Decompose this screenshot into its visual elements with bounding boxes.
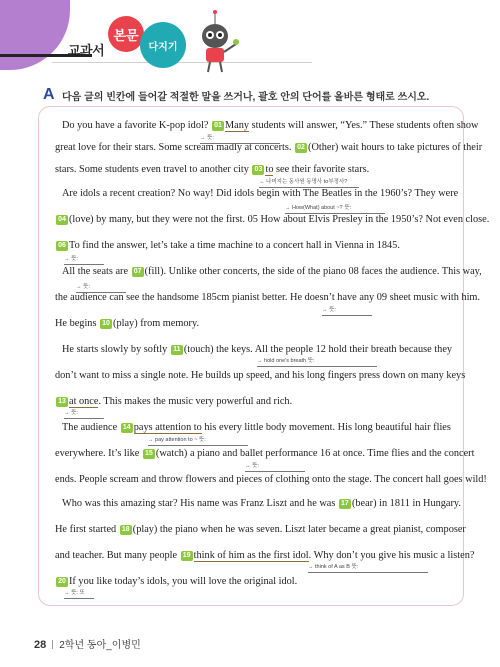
question-number: 01 xyxy=(212,121,224,131)
line-text: (bear) in 1811 in Hungary. xyxy=(351,498,461,509)
badge-practice: 다지기 xyxy=(140,22,186,68)
line-text: (fill). Unlike other concerts, the side of the piano 08 faces the audience. This way, xyxy=(144,266,482,277)
passage-line xyxy=(62,120,478,132)
question-number: 18 xyxy=(120,525,132,535)
passage-line xyxy=(55,474,487,486)
line-text: All the seats are xyxy=(62,266,131,277)
line-text: He begins xyxy=(55,318,100,329)
line-text: (Other) wait hours to take pictures of their xyxy=(308,142,483,153)
question-number: 10 xyxy=(100,319,112,329)
line-text: students will answer, “Yes.” These students often show xyxy=(249,120,479,131)
line-text: Who was this amazing star? His name was Franz Liszt and he was xyxy=(62,498,338,509)
answer-blank[interactable]: → 뜻: xyxy=(322,306,372,316)
passage-line xyxy=(62,422,451,434)
question-number: 17 xyxy=(339,499,351,509)
book-label: 교과서 xyxy=(68,43,105,58)
line-text: and teacher. But many people xyxy=(55,550,180,561)
underlined-phrase: at once xyxy=(69,396,99,407)
section-instruction: 다음 글의 빈칸에 들어갈 적절한 말을 쓰거나, 괄호 안의 단어를 올바른 형태로 쓰시오. xyxy=(62,92,430,103)
line-text: He starts slowly by softly xyxy=(62,344,170,355)
header-rule xyxy=(52,62,312,63)
question-number: 06 xyxy=(56,241,68,251)
line-text: The audience xyxy=(62,422,120,433)
line-text: (love) by many, but they were not the first. 05 How about Elvis Presley in the 1950’s? Not even close. xyxy=(69,214,490,225)
question-number: 15 xyxy=(143,449,155,459)
underlined-phrase: think of him as the first idol xyxy=(193,550,309,561)
underlined-phrase: Many xyxy=(224,120,250,131)
passage-line xyxy=(55,396,292,408)
line-text: don’t want to miss a single note. He builds up speed, and his long fingers press down on many keys xyxy=(55,370,466,381)
question-number: 19 xyxy=(181,551,193,561)
passage-line xyxy=(62,498,461,510)
passage-line xyxy=(55,240,400,252)
line-text: . Why don’t you give his music a listen? xyxy=(308,550,475,561)
line-text: (play) the piano when he was seven. Liszt later became a great pianist, composer xyxy=(132,524,466,535)
passage-line xyxy=(55,524,466,536)
question-number: 04 xyxy=(56,215,68,225)
line-text: If you like today’s idols, you will love the original idol. xyxy=(69,576,298,587)
passage-line xyxy=(55,448,474,460)
line-text: the audience can see the handsome 185cm pianist better. He doesn’t have any 09 sheet music with him. xyxy=(55,292,481,303)
question-number: 14 xyxy=(121,423,133,433)
line-text: see their favorite stars. xyxy=(273,164,370,175)
answer-blank[interactable]: → pay attention to ~ 뜻: xyxy=(148,436,248,446)
mascot-icon xyxy=(190,10,240,74)
page-footer xyxy=(34,636,141,651)
passage-line xyxy=(55,318,199,330)
answer-blank[interactable]: → 뜻: xyxy=(64,255,104,265)
passage-line xyxy=(55,550,474,562)
answer-blank[interactable]: → 뜻: xyxy=(200,134,280,144)
question-number: 02 xyxy=(295,143,307,153)
answer-blank[interactable]: → 뜻: xyxy=(76,283,126,293)
footer-divider xyxy=(52,640,53,649)
section-letter: A xyxy=(43,86,55,103)
passage-line xyxy=(62,188,458,200)
passage-line xyxy=(55,292,480,304)
line-text: (play) from memory. xyxy=(113,318,200,329)
line-text: . This makes the music very powerful and rich. xyxy=(98,396,293,407)
line-text: To find the answer, let’s take a time machine to a concert hall in Vienna in 1845. xyxy=(69,240,400,251)
underlined-phrase: pays attention to xyxy=(133,422,202,433)
passage-line xyxy=(62,266,482,278)
line-text: ends. People scream and throw flowers and pieces of clothing onto the stage. The concert hall goes wild! xyxy=(55,474,487,485)
answer-blank[interactable]: → How(What) about ~? 뜻: xyxy=(285,204,385,214)
answer-blank[interactable]: → 뜻: xyxy=(64,409,104,419)
underlined-phrase: to xyxy=(265,164,274,175)
passage-line xyxy=(55,164,369,176)
line-text: Do you have a favorite K-pop idol? xyxy=(62,120,211,131)
line-text: his every little body movement. His long beautiful hair flies xyxy=(201,422,451,433)
question-number: 20 xyxy=(56,577,68,587)
passage-line xyxy=(62,344,452,356)
question-number: 11 xyxy=(171,345,183,355)
line-text: He first started xyxy=(55,524,119,535)
line-text: (watch) a piano and ballet performance 16 at once. Time flies and the concert xyxy=(155,448,475,459)
badge-main-text: 본문 xyxy=(108,16,144,52)
passage-line xyxy=(55,214,489,226)
line-text: Are idols a recent creation? No way! Did idols begin with The Beatles in the 1960’s? They were xyxy=(62,188,459,199)
answer-blank[interactable]: → think of A as B 뜻: xyxy=(308,563,428,573)
answer-blank[interactable]: → 뜻: 또 xyxy=(64,589,94,599)
line-text: (touch) the keys. All the people 12 hold their breath because they xyxy=(183,344,453,355)
line-text: great love for their stars. Some scream madly at concerts. xyxy=(55,142,295,153)
answer-blank[interactable]: → 나머지는 동사원 동명사 to부정사? xyxy=(259,178,359,188)
line-text: stars. Some students even travel to another city xyxy=(55,164,252,175)
question-number: 03 xyxy=(252,165,264,175)
question-number: 13 xyxy=(56,397,68,407)
answer-blank[interactable]: → 뜻: xyxy=(245,462,305,472)
question-number: 07 xyxy=(132,267,144,277)
line-text: everywhere. It’s like xyxy=(55,448,142,459)
page-number: 28 xyxy=(34,639,47,651)
passage-line xyxy=(55,576,297,588)
answer-blank[interactable]: → hold one’s breath 뜻: xyxy=(257,357,377,367)
passage-line xyxy=(55,370,465,382)
header-corner-shape xyxy=(0,0,70,70)
footer-text: 2학년 동아_이병민 xyxy=(59,640,141,651)
page-header xyxy=(0,0,500,78)
